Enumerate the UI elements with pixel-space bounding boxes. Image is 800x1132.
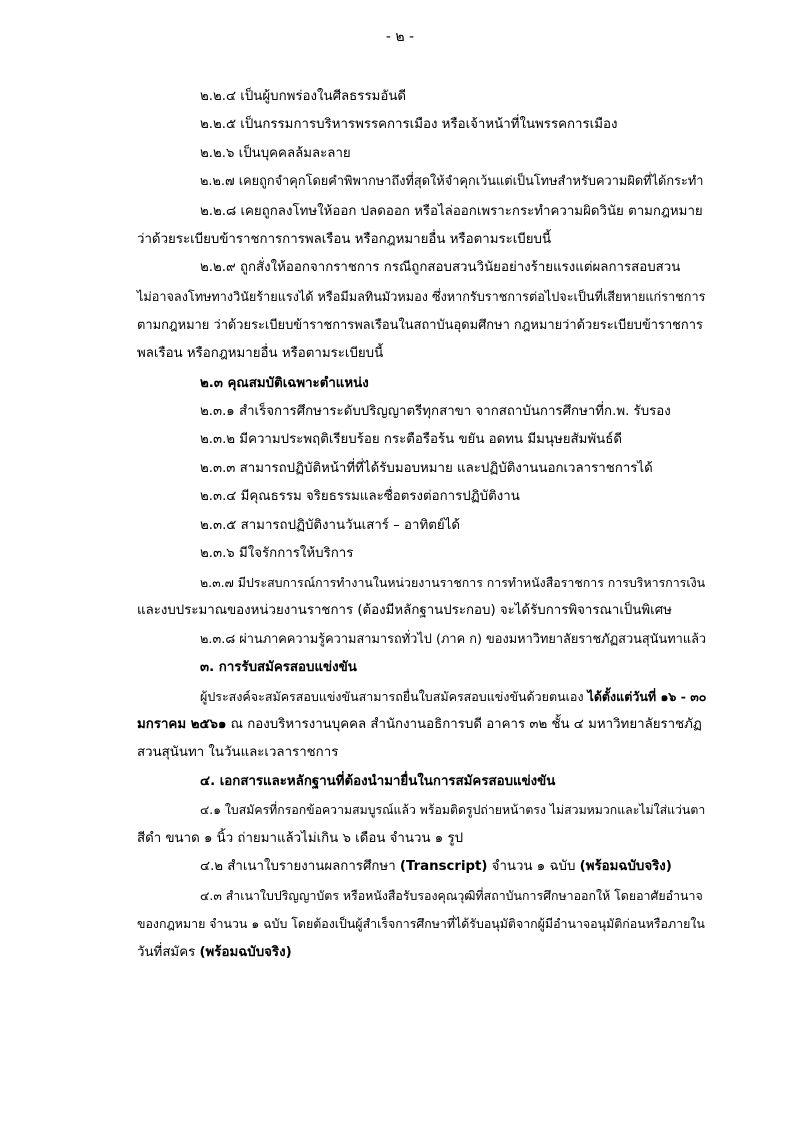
- application-month-year: มกราคม ๒๕๖๑: [137, 717, 227, 732]
- application-day-text: วันที่สมัคร: [137, 945, 200, 960]
- application-text: ผู้ประสงค์จะสมัครสอบแข่งขันสามารถยื่นใบสมัครสอบแข่งขันด้วยตนเอง: [200, 689, 588, 704]
- application-location: ณ กองบริหารงานบุคคล สำนักงานอธิการบดี อาคาร ๓๒ ชั้น ๔ มหาวิทยาลัยราชภัฏ: [226, 717, 702, 732]
- application-paragraph-line-3: สวนสุนันทา ในวันและเวลาราชการ: [137, 745, 339, 760]
- item-4-1-cont: สีดำ ขนาด ๑ นิ้ว ถ่ายมาแล้วไม่เกิน ๖ เดือน จำนวน ๑ รูป: [137, 831, 464, 846]
- item-4-3-cont-2: [137, 944, 292, 962]
- item-4-3-cont-1: ของกฎหมาย จำนวน ๑ ฉบับ โดยต้องเป็นผู้สำเร็จการศึกษาที่ได้รับอนุมัติจากผู้มีอำนาจอนุมัติก่อนหรือภายใน: [137, 916, 705, 931]
- item-2-2-7: ๒.๒.๗ เคยถูกจำคุกโดยคำพิพากษาถึงที่สุดให้จำคุกเว้นแต่เป็นโทษสำหรับความผิดที่ได้กระทำ: [200, 174, 704, 189]
- item-4-1: ๔.๑ ใบสมัครที่กรอกข้อความสมบูรณ์แล้ว พร้อมติดรูปถ่ายหน้าตรง ไม่สวมหมวกและไม่ใส่แว่นตา: [200, 803, 706, 817]
- item-2-3-5: ๒.๓.๕ สามารถปฏิบัติงานวันเสาร์ – อาทิตย์ได้: [200, 518, 460, 533]
- transcript-label: (Transcript): [399, 859, 488, 874]
- item-4-2: [200, 858, 672, 876]
- item-4-2-text: ๔.๒ สำเนาใบรายงานผลการศึกษา: [200, 859, 400, 874]
- application-paragraph-line-2: [137, 716, 702, 734]
- item-2-3-2: ๒.๓.๒ มีความประพฤติเรียบร้อย กระตือรือร้น ขยัน อดทน มีมนุษยสัมพันธ์ดี: [200, 432, 623, 447]
- section-heading-3: ๓. การรับสมัครสอบแข่งขัน: [200, 660, 357, 675]
- application-dates: ได้ตั้งแต่วันที่ ๑๖ - ๓๐: [587, 689, 707, 704]
- section-heading-4: ๔. เอกสารและหลักฐานที่ต้องนำมายื่นในการสมัครสอบแข่งขัน: [200, 774, 556, 789]
- item-2-2-9: ๒.๒.๙ ถูกสั่งให้ออกจากราชการ กรณีถูกสอบสวนวินัยอย่างร้ายแรงแต่ผลการสอบสวน: [200, 260, 681, 275]
- item-2-3-8: ๒.๓.๘ ผ่านภาคความรู้ความสามารถทั่วไป (ภาค ก) ของมหาวิทยาลัยราชภัฏสวนสุนันทาแล้ว: [200, 632, 707, 647]
- item-2-3-7-cont: และงบประมาณของหน่วยงานราชการ (ต้องมีหลักฐานประกอบ) จะได้รับการพิจารณาเป็นพิเศษ: [137, 603, 672, 618]
- original-copy-note-2: (พร้อมฉบับจริง): [199, 945, 292, 960]
- item-2-2-9-cont-2: ตามกฎหมาย ว่าด้วยระเบียบข้าราชการพลเรือนในสถาบันอุดมศึกษา กฎหมายว่าด้วยระเบียบข้าราชการ: [137, 318, 703, 333]
- item-2-2-8: ๒.๒.๘ เคยถูกลงโทษให้ออก ปลดออก หรือไล่ออกเพราะกระทำความผิดวินัย ตามกฎหมาย: [200, 204, 703, 219]
- item-2-3-6: ๒.๓.๖ มีใจรักการให้บริการ: [200, 546, 354, 561]
- original-copy-note: (พร้อมฉบับจริง): [579, 859, 672, 874]
- item-2-3-7: ๒.๓.๗ มีประสบการณ์การทำงานในหน่วยงานราชการ การทำหนังสือราชการ การบริหารการเงิน: [200, 575, 706, 590]
- item-2-3-3: ๒.๓.๓ สามารถปฏิบัติหน้าที่ที่ได้รับมอบหมาย และปฏิบัติงานนอกเวลาราชการได้: [200, 461, 653, 476]
- item-4-3: ๔.๓ สำเนาใบปริญญาบัตร หรือหนังสือรับรองคุณวุฒิที่สถาบันการศึกษาออกให้ โดยอาศัยอำนาจ: [200, 888, 703, 903]
- item-2-2-9-cont-3: พลเรือน หรือกฎหมายอื่น หรือตามระเบียบนี้: [137, 346, 384, 361]
- item-2-2-5: ๒.๒.๕ เป็นกรรมการบริหารพรรคการเมือง หรือเจ้าหน้าที่ในพรรคการเมือง: [200, 117, 618, 132]
- item-4-2-count: จำนวน ๑ ฉบับ: [487, 859, 580, 874]
- page-number: - ๒ -: [385, 29, 415, 45]
- application-paragraph-line-1: [200, 688, 706, 706]
- section-heading-2-3: ๒.๓ คุณสมบัติเฉพาะตำแหน่ง: [200, 376, 369, 391]
- item-2-3-4: ๒.๓.๔ มีคุณธรรม จริยธรรมและซื่อตรงต่อการปฏิบัติงาน: [200, 489, 520, 504]
- item-2-3-1: ๒.๓.๑ สำเร็จการศึกษาระดับปริญญาตรีทุกสาขา จากสถาบันการศึกษาที่ก.พ. รับรอง: [200, 404, 671, 419]
- item-2-2-8-cont: ว่าด้วยระเบียบข้าราชการการพลเรือน หรือกฎหมายอื่น หรือตามระเบียบนี้: [137, 232, 552, 247]
- item-2-2-6: ๒.๒.๖ เป็นบุคคลล้มละลาย: [200, 146, 351, 161]
- item-2-2-9-cont-1: ไม่อาจลงโทษทางวินัยร้ายแรงได้ หรือมีมลทินมัวหมอง ซึ่งหากรับราชการต่อไปจะเป็นที่เสียหายแก่ราชการ: [137, 289, 706, 304]
- item-2-2-4: ๒.๒.๔ เป็นผู้บกพร่องในศีลธรรมอันดี: [200, 89, 407, 104]
